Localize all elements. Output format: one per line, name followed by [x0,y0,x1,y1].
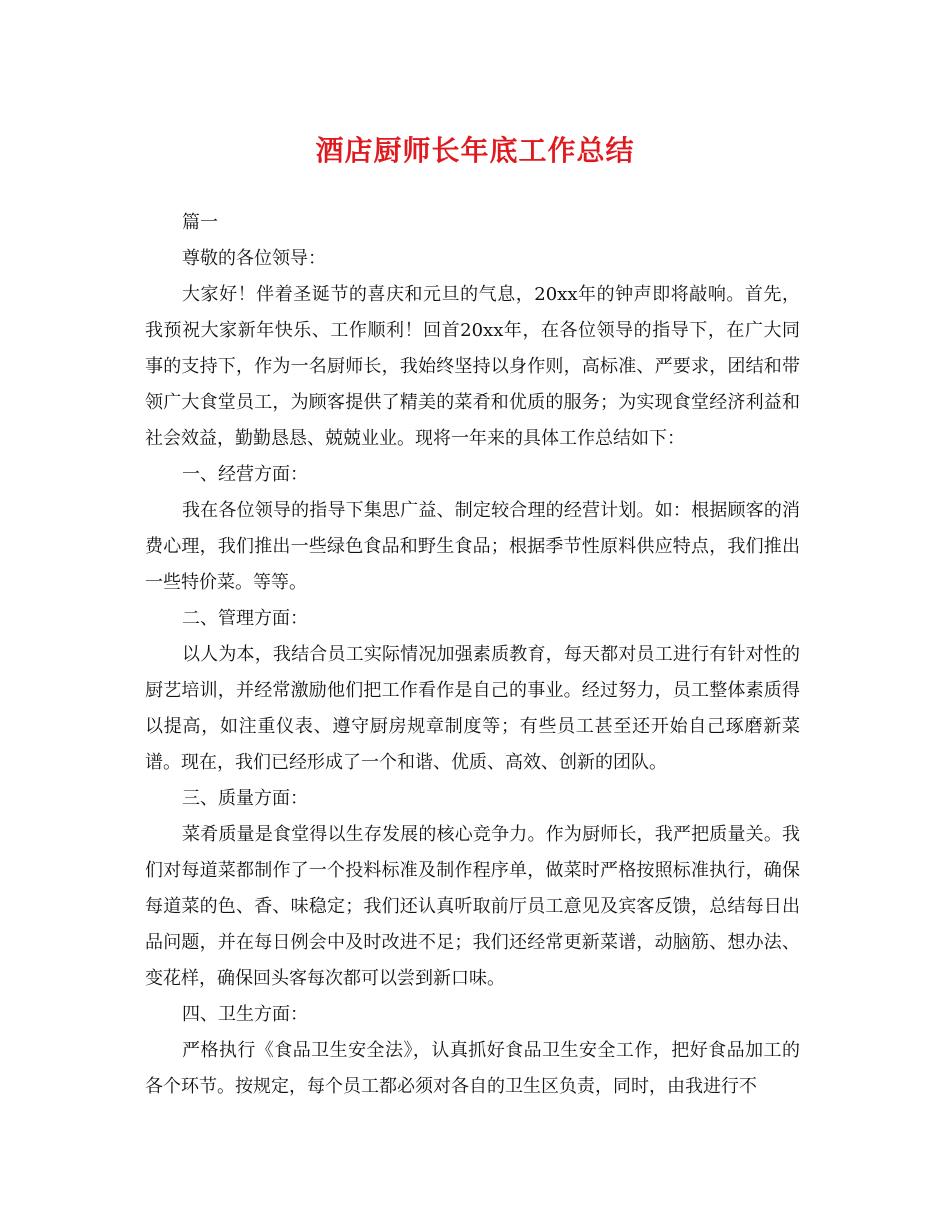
section-label: 篇一 [182,212,218,233]
document-body [145,205,800,1105]
heading-operations: 一、经营方面： [182,464,308,485]
intro-paragraph: 大家好！伴着圣诞节的喜庆和元旦的气息，20xx年的钟声即将敲响。首先，我预祝大家新年快乐、工作顺利！回首20xx年，在各位领导的指导下，在广大同事的支持下，作为一名厨师长，我始终坚持以身作则，高标准、严要求，团结和带领广大食堂员工，为顾客提供了精美的菜肴和优质的服务；为实现食堂经济利益和社会效益，勤勤恳恳、兢兢业业。现将一年来的具体工作总结如下： [145,284,800,449]
management-paragraph: 以人为本，我结合员工实际情况加强素质教育，每天都对员工进行有针对性的厨艺培训，并经常激励他们把工作看作是自己的事业。经过努力，员工整体素质得以提高，如注重仪表、遵守厨房规章制度等；有些员工甚至还开始自己琢磨新菜谱。现在，我们已经形成了一个和谐、优质、高效、创新的团队。 [145,644,800,773]
heading-hygiene: 四、卫生方面： [182,1004,308,1025]
document-title: 酒店厨师长年底工作总结 [315,134,635,167]
operations-paragraph: 我在各位领导的指导下集思广益、制定较合理的经营计划。如：根据顾客的消费心理，我们推出一些绿色食品和野生食品；根据季节性原料供应特点，我们推出一些特价菜。等等。 [145,500,800,593]
salutation: 尊敬的各位领导： [182,248,326,269]
quality-paragraph: 菜肴质量是食堂得以生存发展的核心竞争力。作为厨师长，我严把质量关。我们对每道菜都制作了一个投料标准及制作程序单，做菜时严格按照标准执行，确保每道菜的色、香、味稳定；我们还认真听取前厅员工意见及宾客反馈，总结每日出品问题，并在每日例会中及时改进不足；我们还经常更新菜谱，动脑筋、想办法、变花样，确保回头客每次都可以尝到新口味。 [145,824,800,989]
heading-management: 二、管理方面： [182,608,308,629]
heading-quality: 三、质量方面： [182,788,308,809]
hygiene-paragraph: 严格执行《食品卫生安全法》，认真抓好食品卫生安全工作，把好食品加工的各个环节。按规定，每个员工都必须对各自的卫生区负责，同时，由我进行不 [145,1040,800,1097]
